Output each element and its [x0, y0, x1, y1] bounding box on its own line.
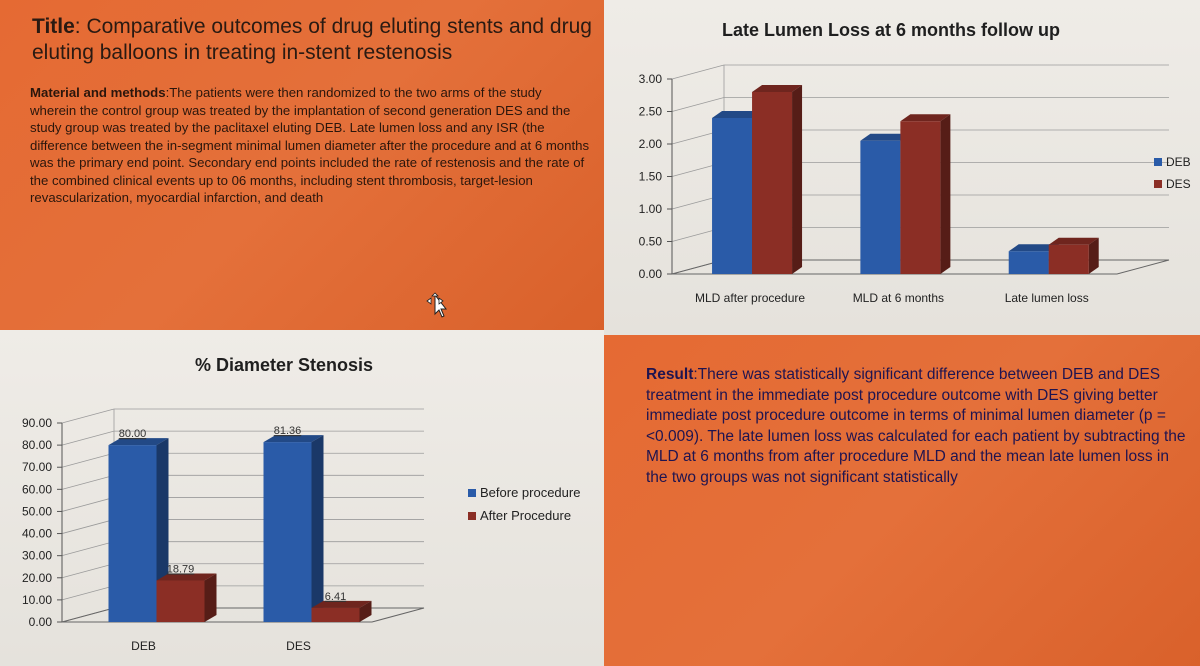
- chart-title: % Diameter Stenosis: [195, 355, 374, 375]
- bar: [1049, 245, 1089, 274]
- gridline-side: [672, 98, 724, 112]
- gridline-side: [62, 409, 114, 423]
- legend-swatch: [1154, 180, 1162, 188]
- y-tick-label: 1.00: [638, 202, 662, 216]
- methods-paragraph: [30, 84, 590, 207]
- result-paragraph: [646, 365, 1186, 488]
- title-panel: [0, 0, 604, 330]
- x-tick-label: DES: [286, 639, 311, 653]
- y-tick-label: 90.00: [21, 416, 52, 430]
- result-label: Result: [646, 366, 694, 383]
- bar: [264, 442, 312, 622]
- x-tick-label: Late lumen loss: [1004, 291, 1089, 305]
- bar-side-face: [940, 114, 950, 274]
- legend-swatch: [468, 489, 476, 497]
- bar-side-face: [792, 85, 802, 274]
- y-tick-label: 20.00: [21, 570, 52, 585]
- late-lumen-loss-chart: [604, 0, 1200, 335]
- data-label: 81.36: [273, 425, 302, 438]
- late-lumen-loss-panel: [604, 0, 1200, 335]
- y-tick-label: 2.50: [638, 104, 662, 119]
- bar: [109, 445, 157, 622]
- y-tick-label: 3.00: [638, 72, 662, 86]
- legend-item-after: [468, 508, 580, 523]
- gridline-side: [62, 542, 114, 556]
- y-tick-label: 40.00: [21, 526, 52, 541]
- legend: [1154, 155, 1191, 199]
- data-label: 18.79: [166, 563, 195, 576]
- bar: [312, 608, 360, 622]
- chart-title: Late Lumen Loss at 6 months follow up: [722, 20, 1061, 40]
- legend-item-before: [468, 485, 580, 500]
- result-text: :There was statistically significant difference between DEB and DES treatment in the immediate post procedure outcome with DES giving better immediate post procedure outcome in terms of minimal lumen diameter (p =<0.009). The late lumen loss was calculated for each patient by subtracting the MLD at 6 months from after procedure MLD and the mean late lumen loss in the two groups was not significant statistically: [646, 366, 1186, 486]
- legend-label: DEB: [1166, 155, 1191, 169]
- y-tick-label: 70.00: [21, 460, 52, 475]
- y-tick-label: 0.00: [638, 267, 662, 281]
- methods-label: Material and methods: [30, 85, 166, 100]
- x-tick-label: DEB: [131, 639, 156, 653]
- methods-text: :The patients were then randomized to the two arms of the study wherein the control group was treated by the implantation of second generation DES and the study group was treated by the paclitaxel eluting DEB. Late lumen loss and any ISR (the difference between the in-segment minimal lumen diameter after the procedure and at 6 months was the primary end point. Secondary end points included the rate of restenosis and the rate of the combined clinical events up to 06 months, including stent thrombosis, target-lesion revascularization, myocardial infarction, and death: [30, 85, 590, 205]
- gridline-side: [62, 431, 114, 445]
- y-tick-label: 1.50: [638, 169, 662, 184]
- diameter-stenosis-panel: [0, 330, 604, 666]
- gridline-side: [62, 497, 114, 511]
- bar: [752, 92, 792, 274]
- y-tick-label: 0.50: [638, 234, 662, 249]
- title-label: Title: [32, 15, 75, 38]
- gridline-side: [62, 453, 114, 467]
- legend-label: Before procedure: [480, 485, 581, 500]
- bar: [900, 121, 940, 274]
- legend-item-des: [1154, 177, 1191, 191]
- legend-label: DES: [1166, 177, 1191, 191]
- bar: [1009, 251, 1049, 274]
- gridline-side: [672, 65, 724, 79]
- title-text: : Comparative outcomes of drug eluting stents and drug eluting balloons in treating in-stent restenosis: [32, 15, 592, 64]
- legend-label: After Procedure: [480, 508, 572, 523]
- y-tick-label: 10.00: [21, 592, 52, 607]
- bar-side-face: [205, 573, 217, 622]
- legend-swatch: [468, 512, 476, 520]
- y-tick-label: 2.00: [638, 137, 662, 151]
- move-cursor-icon: [424, 292, 450, 326]
- y-tick-label: 50.00: [21, 504, 52, 519]
- poster-title: [32, 14, 592, 66]
- gridline-side: [62, 475, 114, 489]
- x-tick-label: MLD after procedure: [695, 291, 806, 305]
- legend-item-deb: [1154, 155, 1191, 169]
- y-tick-label: 30.00: [21, 548, 52, 563]
- gridline-side: [62, 520, 114, 534]
- bar-side-face: [312, 435, 324, 622]
- legend-swatch: [1154, 158, 1162, 166]
- bar: [860, 141, 900, 274]
- result-panel: [604, 335, 1200, 666]
- y-tick-label: 0.00: [28, 615, 52, 629]
- y-tick-label: 60.00: [21, 482, 52, 497]
- legend: [468, 485, 580, 531]
- data-label: 6.41: [324, 590, 347, 603]
- x-tick-label: MLD at 6 months: [852, 291, 945, 305]
- data-label: 80.00: [118, 428, 147, 441]
- bar: [712, 118, 752, 274]
- y-tick-label: 80.00: [21, 438, 52, 453]
- bar: [157, 580, 205, 622]
- gridline-side: [62, 564, 114, 578]
- gridline-side: [62, 586, 114, 600]
